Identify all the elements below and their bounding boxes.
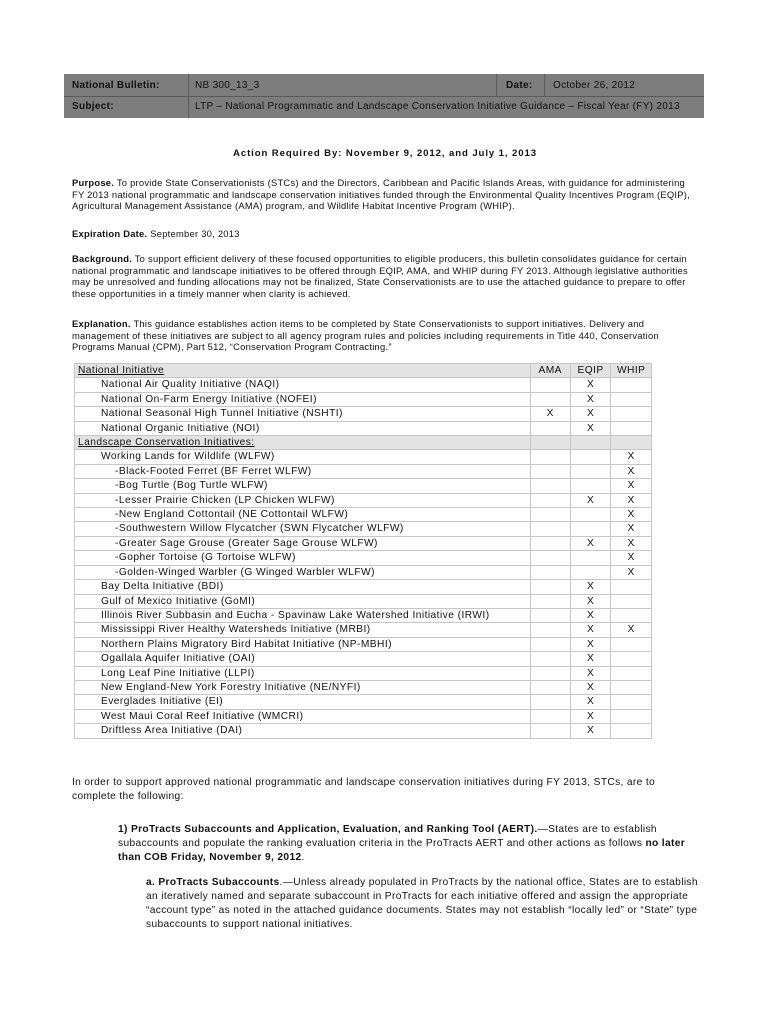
whip-mark <box>611 695 652 709</box>
table-row <box>75 565 652 579</box>
eqip-mark <box>570 450 610 464</box>
item-1-end: . <box>301 852 305 863</box>
initiative-name: -Southwestern Willow Flycatcher (SWN Flycatcher WLFW) <box>75 522 531 536</box>
eqip-mark: X <box>570 536 610 550</box>
whip-mark: X <box>611 464 652 478</box>
table-row <box>75 392 652 406</box>
whip-mark <box>611 666 652 680</box>
ama-mark <box>530 695 570 709</box>
ama-mark <box>530 637 570 651</box>
initiative-name: West Maui Coral Reef Initiative (WMCRI) <box>75 709 531 723</box>
initiative-name: National Air Quality Initiative (NAQI) <box>75 378 531 392</box>
header-row-divider <box>64 96 704 97</box>
eqip-mark: X <box>570 680 610 694</box>
eqip-mark <box>570 565 610 579</box>
eqip-mark: X <box>570 407 610 421</box>
whip-mark: X <box>611 623 652 637</box>
ama-mark <box>530 652 570 666</box>
purpose-paragraph <box>72 177 692 212</box>
eqip-mark <box>570 522 610 536</box>
expiration-text: September 30, 2013 <box>150 228 240 239</box>
item-1-paragraph <box>118 823 700 865</box>
table-row <box>75 536 652 550</box>
ama-mark <box>530 479 570 493</box>
item-1-text: —States are to establish subaccounts and populate the ranking evaluation criteria in the ProTracts AERT and other actions as follows <box>118 824 657 849</box>
item-1a-label: a. ProTracts Subaccounts <box>146 877 280 888</box>
whip-mark: X <box>611 522 652 536</box>
ama-mark <box>530 565 570 579</box>
initiative-name: -Bog Turtle (Bog Turtle WLFW) <box>75 479 531 493</box>
table-row <box>75 407 652 421</box>
ama-mark <box>530 536 570 550</box>
initiative-name: -Greater Sage Grouse (Greater Sage Grouse WLFW) <box>75 536 531 550</box>
whip-mark: X <box>611 479 652 493</box>
eqip-mark: X <box>570 421 610 435</box>
whip-mark <box>611 407 652 421</box>
purpose-text: To provide State Conservationists (STCs) and the Directors, Caribbean and Pacific Islands Areas, with guidance for administering FY 2013 national programmatic and landscape conservation initiatives funded through the Environmental Quality Incentives Program (EQIP), Agricultural Management Assistance (AMA) program, and Wildlife Habitat Incentive Program (WHIP). <box>72 177 690 212</box>
initiative-name: Ogallala Aquifer Initiative (OAI) <box>75 652 531 666</box>
table-row <box>75 666 652 680</box>
item-1-deadline: no later than COB Friday, November 9, 2012 <box>118 838 686 863</box>
table-header-eqip: EQIP <box>570 364 610 378</box>
initiative-name: National Seasonal High Tunnel Initiative (NSHTI) <box>75 407 531 421</box>
initiative-name: Long Leaf Pine Initiative (LLPI) <box>75 666 531 680</box>
whip-mark <box>611 421 652 435</box>
table-row <box>75 464 652 478</box>
eqip-mark: X <box>570 724 610 738</box>
eqip-mark: X <box>570 709 610 723</box>
initiative-name: -Lesser Prairie Chicken (LP Chicken WLFW) <box>75 493 531 507</box>
item-1a-text: .—Unless already populated in ProTracts by the national office, States are to establish an iteratively named and separate subaccount in ProTracts for each initiative offered and assign the appropriate “account type” as noted in the attached guidance documents. States may not establish “locally led” or “State” type subaccounts to support national initiatives. <box>146 877 698 930</box>
eqip-mark <box>570 464 610 478</box>
whip-mark: X <box>611 565 652 579</box>
ama-mark <box>530 580 570 594</box>
eqip-mark: X <box>570 666 610 680</box>
bulletin-header <box>64 74 704 118</box>
header-divider <box>188 74 189 96</box>
whip-mark <box>611 652 652 666</box>
eqip-mark: X <box>570 392 610 406</box>
eqip-mark: X <box>570 695 610 709</box>
expiration-label: Expiration Date. <box>72 228 148 239</box>
eqip-mark: X <box>570 608 610 622</box>
table-row <box>75 493 652 507</box>
table-header-initiative: National Initiative <box>75 364 531 378</box>
table-row <box>75 680 652 694</box>
initiative-name: Bay Delta Initiative (BDI) <box>75 580 531 594</box>
initiative-name: National On-Farm Energy Initiative (NOFEI) <box>75 392 531 406</box>
table-row <box>75 594 652 608</box>
whip-mark: X <box>611 493 652 507</box>
table-row <box>75 421 652 435</box>
initiative-name: National Organic Initiative (NOI) <box>75 421 531 435</box>
eqip-mark <box>570 479 610 493</box>
explanation-label: Explanation. <box>72 318 131 329</box>
table-row <box>75 508 652 522</box>
table-row <box>75 522 652 536</box>
explanation-text: This guidance establishes action items to be completed by State Conservationists to support initiatives. Delivery and management of these initiatives are subject to all agency program rules and policies including requirements in Title 440, Conservation Programs Manual (CPM), Part 512, “Conservation Program Contracting.” <box>72 318 659 353</box>
eqip-mark <box>570 436 610 450</box>
initiative-name: New England-New York Forestry Initiative (NE/NYFI) <box>75 680 531 694</box>
whip-mark: X <box>611 450 652 464</box>
table-row <box>75 580 652 594</box>
whip-mark <box>611 709 652 723</box>
eqip-mark: X <box>570 623 610 637</box>
whip-mark <box>611 392 652 406</box>
initiative-name: -New England Cottontail (NE Cottontail WLFW) <box>75 508 531 522</box>
item-1a-paragraph <box>146 876 700 932</box>
table-row <box>75 724 652 738</box>
background-text: To support efficient delivery of these focused opportunities to eligible producers, this bulletin consolidates guidance for certain national programmatic and landscape initiatives to be offered through EQIP, AMA, and WHIP during FY 2013. Although legislative authorities may be unresolved and funding allocations may not be finalized, State Conservationists are to use the attached guidance to prepare to offer these opportunities in a timely manner when clarity is achieved. <box>72 253 688 299</box>
initiative-name: -Black-Footed Ferret (BF Ferret WLFW) <box>75 464 531 478</box>
eqip-mark: X <box>570 378 610 392</box>
ama-mark <box>530 493 570 507</box>
table-row <box>75 378 652 392</box>
initiative-name: Mississippi River Healthy Watersheds Initiative (MRBI) <box>75 623 531 637</box>
table-header-ama: AMA <box>530 364 570 378</box>
eqip-mark: X <box>570 493 610 507</box>
table-row <box>75 652 652 666</box>
ama-mark <box>530 508 570 522</box>
eqip-mark: X <box>570 594 610 608</box>
subject-label: Subject: <box>72 101 114 112</box>
ama-mark <box>530 378 570 392</box>
whip-mark: X <box>611 551 652 565</box>
initiatives-table <box>74 363 652 739</box>
ama-mark <box>530 724 570 738</box>
eqip-mark: X <box>570 652 610 666</box>
initiative-name: Driftless Area Initiative (DAI) <box>75 724 531 738</box>
ama-mark <box>530 608 570 622</box>
intro-paragraph: In order to support approved national programmatic and landscape conservation initiatives during FY 2013, STCs, are to complete the following: <box>72 777 656 802</box>
bulletin-number: NB 300_13_3 <box>195 80 260 91</box>
purpose-label: Purpose. <box>72 177 115 188</box>
whip-mark: X <box>611 508 652 522</box>
table-row <box>75 450 652 464</box>
initiative-name: Everglades Initiative (EI) <box>75 695 531 709</box>
date-value: October 26, 2012 <box>553 80 636 91</box>
action-required: Action Required By: November 9, 2012, and July 1, 2013 <box>233 148 537 159</box>
ama-mark: X <box>530 407 570 421</box>
table-row <box>75 695 652 709</box>
background-paragraph <box>72 253 692 299</box>
initiative-name: Gulf of Mexico Initiative (GoMI) <box>75 594 531 608</box>
ama-mark <box>530 594 570 608</box>
table-row <box>75 623 652 637</box>
whip-mark <box>611 436 652 450</box>
header-divider <box>188 96 189 118</box>
whip-mark <box>611 724 652 738</box>
whip-mark <box>611 680 652 694</box>
table-header-whip: WHIP <box>611 364 652 378</box>
header-divider <box>544 74 545 96</box>
subject-value: LTP – National Programmatic and Landscape Conservation Initiative Guidance – Fiscal Year (FY) 2013 <box>195 101 680 112</box>
table-section-row <box>75 436 652 450</box>
table-row <box>75 551 652 565</box>
initiative-name: Illinois River Subbasin and Eucha - Spavinaw Lake Watershed Initiative (IRWI) <box>75 608 531 622</box>
expiration-paragraph <box>72 228 692 240</box>
table-row <box>75 608 652 622</box>
initiative-name: Working Lands for Wildlife (WLFW) <box>75 450 531 464</box>
date-label: Date: <box>506 80 533 91</box>
ama-mark <box>530 666 570 680</box>
ama-mark <box>530 709 570 723</box>
whip-mark <box>611 637 652 651</box>
table-row <box>75 709 652 723</box>
ama-mark <box>530 522 570 536</box>
background-label: Background. <box>72 253 133 264</box>
whip-mark <box>611 608 652 622</box>
table-header-row <box>75 364 652 378</box>
whip-mark <box>611 594 652 608</box>
explanation-paragraph <box>72 318 692 353</box>
initiative-name: Northern Plains Migratory Bird Habitat Initiative (NP-MBHI) <box>75 637 531 651</box>
header-divider <box>496 74 497 96</box>
eqip-mark: X <box>570 580 610 594</box>
ama-mark <box>530 623 570 637</box>
initiatives-table-body <box>75 364 652 739</box>
eqip-mark <box>570 508 610 522</box>
ama-mark <box>530 464 570 478</box>
item-1-label: 1) ProTracts Subaccounts and Application, Evaluation, and Ranking Tool (AERT). <box>118 824 538 835</box>
initiative-name: -Gopher Tortoise (G Tortoise WLFW) <box>75 551 531 565</box>
table-row <box>75 479 652 493</box>
initiative-name: -Golden-Winged Warbler (G Winged Warbler WLFW) <box>75 565 531 579</box>
initiative-name: Landscape Conservation Initiatives: <box>75 436 531 450</box>
whip-mark <box>611 580 652 594</box>
bulletin-label: National Bulletin: <box>72 80 160 91</box>
ama-mark <box>530 680 570 694</box>
ama-mark <box>530 421 570 435</box>
ama-mark <box>530 436 570 450</box>
eqip-mark <box>570 551 610 565</box>
eqip-mark: X <box>570 637 610 651</box>
whip-mark: X <box>611 536 652 550</box>
whip-mark <box>611 378 652 392</box>
ama-mark <box>530 450 570 464</box>
ama-mark <box>530 392 570 406</box>
table-row <box>75 637 652 651</box>
ama-mark <box>530 551 570 565</box>
